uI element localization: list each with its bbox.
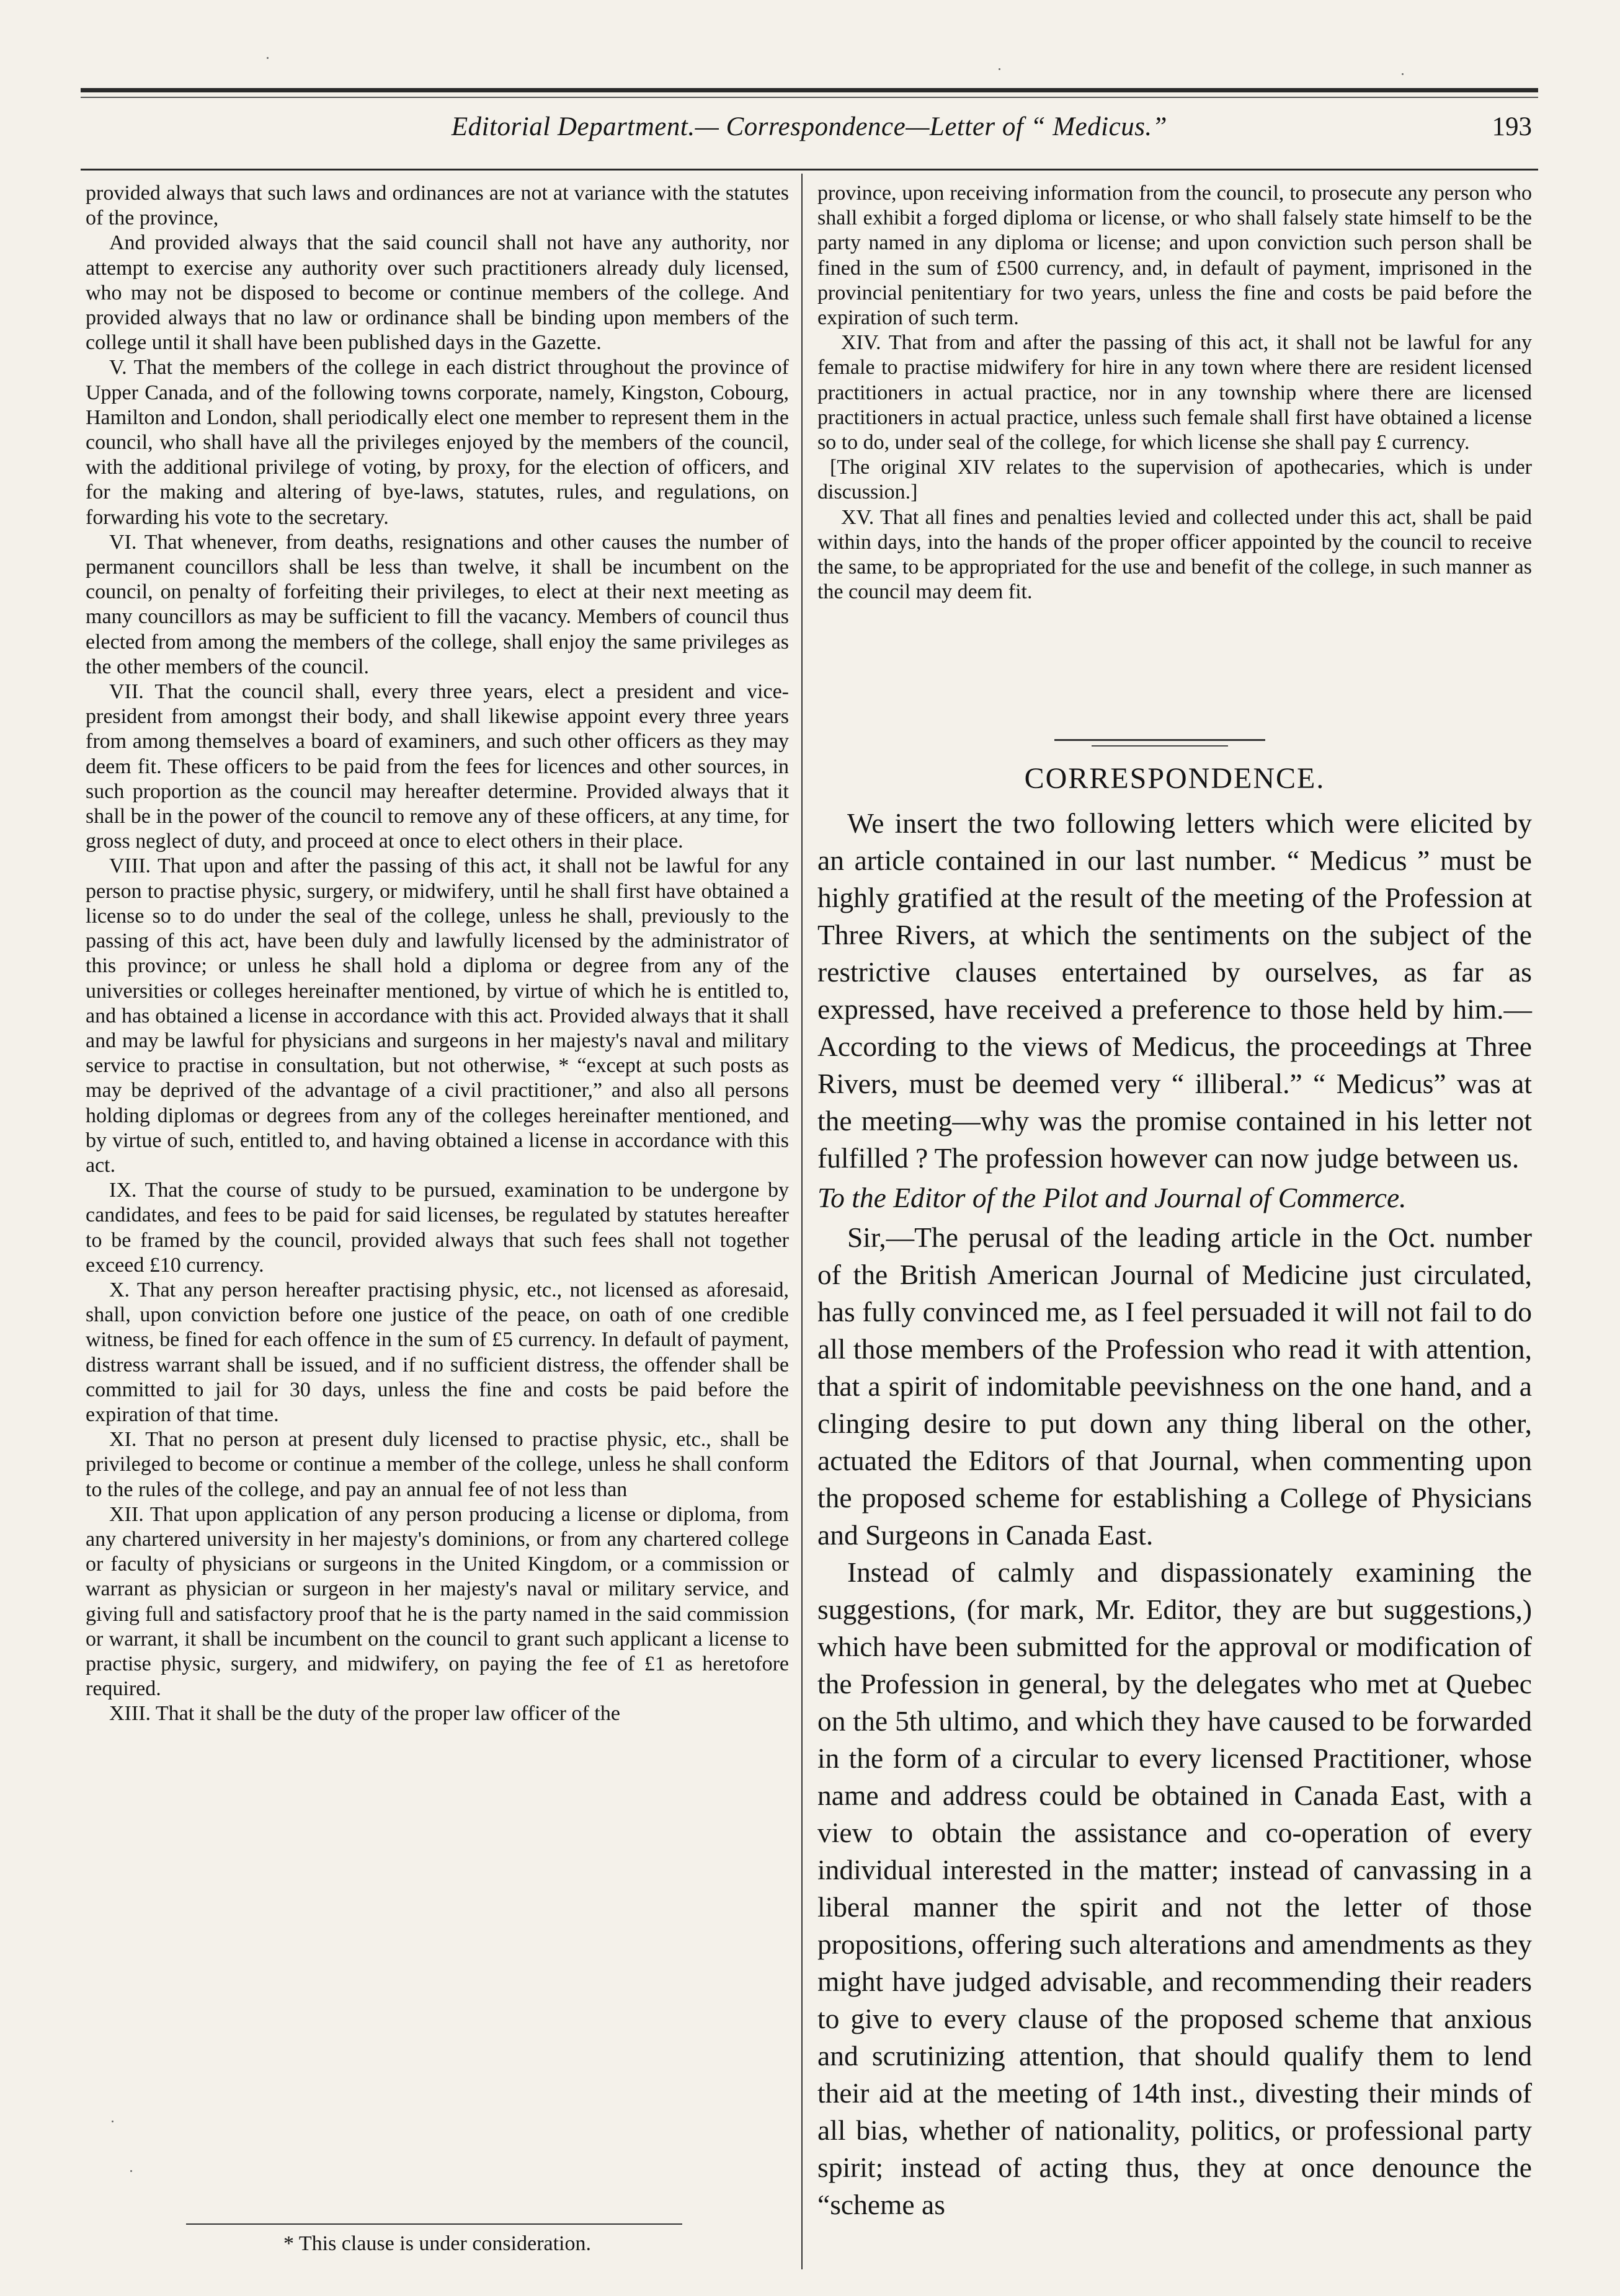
clause-viii: VIII. That upon and after the passing of this act, it shall not be lawful for any person to practise physic, surgery, or midwifery, until he shall first have obtained a license so to do under the seal of the college, unless he shall, previously to the passing of this act, have been duly and lawfully licensed by the administrator of this province; or unless he shall hold a diploma or degree from any of the universities or colleges hereinafter mentioned, by virtue of which he is entitled to, and has obtained a license in accordance with this act. Provided always that it shall and may be lawful for physicians and surgeons in her majesty's naval and military service to practise in consultation, but not otherwise, * “except at such posts as may be deprived of the advantage of a civil practitioner,” and also all persons holding diplomas or degrees from any of the colleges hereinafter mentioned, and by virtue of such, entitled to, and having obtained a license in accordance with this act. bbox=[86, 854, 789, 1177]
running-title: Editorial Department.— Correspondence—Letter of “ Medicus.” bbox=[451, 112, 1168, 141]
clause-v: V. That the members of the college in each district throughout the province of Upper Canada, and of the following towns corporate, namely, Kingston, Cobourg, Hamilton and London, shall periodically elect one member to represent them in the council, who shall have all the privileges enjoyed by the members of the council, with the additional privilege of voting, by proxy, for the election of officers, and for the making and altering of bye-laws, statutes, rules, and regulations, on forwarding his vote to the secretary. bbox=[86, 356, 789, 529]
editor-intro: We insert the two following letters which were elicited by an article contained in our last number. “ Medicus ” must be highly gratified at the result of the meeting of the Profession at Three Rivers, at which the sentiments on the subject of the restrictive clauses entertained by ourselves, as far as expressed, have received a preference to those held by him.—According to the views of Medicus, the proceedings at Three Rivers, must be deemed very “ illiberal.” “ Medicus” was at the meeting—why was the promise contained in his letter not fulfilled ? The profession however can now judge between us. bbox=[817, 807, 1532, 1174]
letter-paragraph: Sir,—The perusal of the leading article in the Oct. number of the British American Journal of Medicine just circulated, has fully convinced me, as I feel persuaded it will not fail to do all those members of the Profession who read it with attention, that a spirit of indomitable peevishness on the one hand, and a clinging desire to put down any thing liberal on the other, actuated the Editors of that Journal, when commenting upon the proposed scheme for establishing a College of Physicians and Surgeons in Canada East. bbox=[817, 1221, 1532, 1551]
running-header bbox=[81, 105, 1538, 159]
right-column-clauses bbox=[817, 181, 1532, 605]
paragraph: province, upon receiving information from the council, to prosecute any person who shall exhibit a forged diploma or license, or who shall falsely state himself to be the party named in any diploma or license; and upon conviction such person shall be fined in the sum of £500 currency, and, in default of payment, imprisoned in the provincial penitentiary for two years, unless the fine and costs be paid before the expiration of such term. bbox=[817, 182, 1532, 330]
letter-paragraph: Instead of calmly and dispassionately examining the suggestions, (for mark, Mr. Editor, they are but suggestions,) which have been submitted for the approval or modification of the Profession in general, by the delegates who met at Quebec on the 5th ultimo, and which they have caused to be forwarded in the form of a circular to every licensed Practitioner, whose name and address could be obtained in Canada East, with a view to obtain the assistance and co-operation of every individual interested in the matter; instead of canvassing in a liberal manner the spirit and not the letter of those propositions, offering such alterations and amendments as they might have judged advisable, and recommending their readers to give to every clause of the proposed scheme that anxious and scrutinizing attention, that should qualify them to lend their aid at the meeting of 14th inst., divesting their minds of all bias, whether of nationality, politics, or professional party spirit; instead of acting thus, they at once denounce the “scheme as bbox=[817, 1556, 1532, 2220]
print-speck bbox=[112, 2121, 113, 2122]
left-column bbox=[86, 181, 789, 1727]
print-speck bbox=[999, 68, 1000, 70]
top-rule-thin bbox=[81, 97, 1538, 98]
section-rule-thin bbox=[1092, 745, 1228, 747]
top-rule bbox=[81, 88, 1538, 92]
column-divider bbox=[801, 174, 803, 2269]
letter-addressee: To the Editor of the Pilot and Journal of Commerce. bbox=[817, 1182, 1407, 1213]
print-speck bbox=[267, 57, 269, 59]
paragraph: provided always that such laws and ordinances are not at variance with the statutes of the province, bbox=[86, 182, 789, 230]
clause-xi: XI. That no person at present duly licensed to practise physic, etc., shall be privileged to become or continue a member of the college, unless he shall conform to the rules of the college, and pay an annual fee of not less than bbox=[86, 1428, 789, 1501]
paragraph: And provided always that the said council shall not have any authority, nor attempt to exercise any authority over such practitioners already duly licensed, who may not be disposed to become or continue members of the college. And provided always that no law or ordinance shall be binding upon members of the college until it shall have been published days in the Gazette. bbox=[86, 231, 789, 355]
clause-xiv: XIV. That from and after the passing of this act, it shall not be lawful for any female to practise midwifery for hire in any town where there are resident licensed practitioners in actual practice, nor in any township where there are licensed practitioners in actual practice, unless such female shall first have obtained a license so to do, under seal of the college, for which license she shall pay £ currency. bbox=[817, 331, 1532, 454]
clause-xiii: XIII. That it shall be the duty of the proper law officer of the bbox=[109, 1702, 620, 1726]
correspondence-heading: CORRESPONDENCE. bbox=[1024, 762, 1325, 795]
clause-vi: VI. That whenever, from deaths, resignations and other causes the number of permanent councillors shall be less than twelve, it shall be incumbent on the council, on penalty of forfeiting their privileges, to elect at their next meeting as many councillors as may be sufficient to fill the vacancy. Members of council thus elected from among the members of the college, shall enjoy the same privileges as the other members of the council. bbox=[86, 530, 789, 678]
clause-vii: VII. That the council shall, every three years, elect a president and vice-president from amongst their body, and shall likewise appoint every three years from among themselves a board of examiners, and such other officers as they may deem fit. These officers to be paid from the fees for licences and other sources, in such proportion as the council may hereafter determine. Provided always that it shall be in the power of the council to remove any of these officers, at any time, for gross neglect of duty, and proceed at once to elect others in their place. bbox=[86, 680, 789, 853]
clause-ix: IX. That the course of study to be pursued, examination to be undergone by candidates, and fees to be paid for said licenses, be regulated by statutes hereafter to be framed by the council, provided always that such fees shall not together exceed £10 currency. bbox=[86, 1179, 789, 1277]
clause-xii: XII. That upon application of any person producing a license or diploma, from any chartered university in her majesty's dominions, or from any chartered college or faculty of physicians or surgeons in the United Kingdom, or a commission or warrant as physician or surgeon in her majesty's naval or military service, and giving full and satisfactory proof that he is the party named in the said commission or warrant, it shall be incumbent on the council to grant such applicant a license to practise physic, surgery, and midwifery, on paying the fee of £1 as heretofore required. bbox=[86, 1502, 789, 1701]
print-speck bbox=[130, 2170, 132, 2172]
editorial-note: [The original XIV relates to the supervision of apothecaries, which is under discussion.] bbox=[817, 456, 1532, 504]
clause-xv: XV. That all fines and penalties levied and collected under this act, shall be paid within days, into the hands of the proper officer appointed by the council to receive the same, to be appropriated for the use and benefit of the college, in such manner as the council may deem fit. bbox=[817, 505, 1532, 604]
footnote: * This clause is under consideration. bbox=[283, 2232, 592, 2255]
section-rule bbox=[1054, 739, 1265, 741]
header-rule bbox=[81, 169, 1538, 171]
clause-x: X. That any person hereafter practising physic, etc., not licensed as aforesaid, shall, upon conviction before one justice of the peace, on oath of one credible witness, be fined for each offence in the sum of £5 currency. In default of payment, distress warrant shall be issued, and if no sufficient distress, the offender shall be committed to jail for 30 days, unless the fine and costs be paid before the expiration of that time. bbox=[86, 1278, 789, 1426]
print-speck bbox=[1402, 73, 1404, 75]
correspondence-body bbox=[817, 805, 1532, 2223]
footnote-rule bbox=[186, 2223, 682, 2225]
page-number: 193 bbox=[1492, 112, 1532, 141]
